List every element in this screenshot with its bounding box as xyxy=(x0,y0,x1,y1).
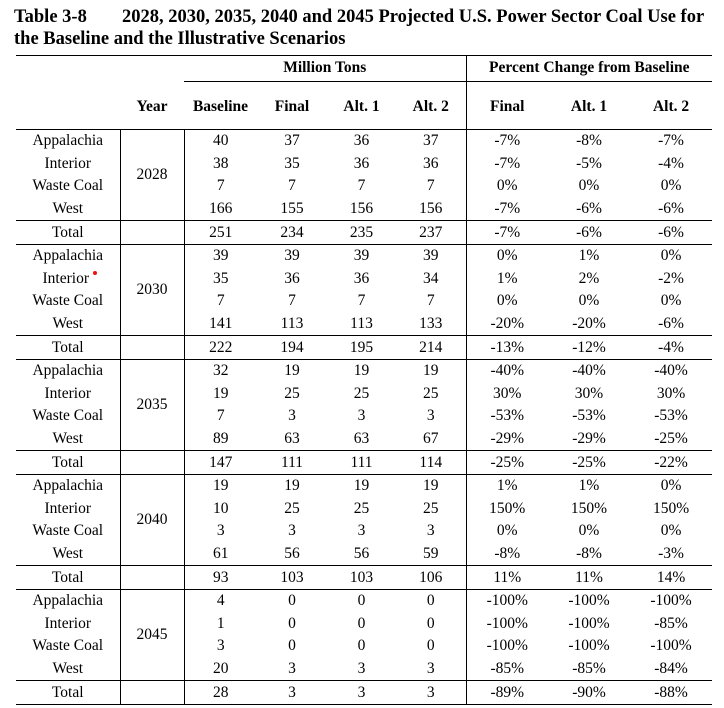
region-cell: West xyxy=(52,200,84,218)
table-title-line-2: the Baseline and the Illustrative Scenarios xyxy=(14,29,346,49)
year-cell: 2040 xyxy=(120,474,184,565)
pct-alt2-cell: -88% xyxy=(630,681,712,705)
baseline-cell: 3 xyxy=(216,637,225,655)
region-cell: Appalachia xyxy=(16,244,120,267)
alt1-cell: 36 xyxy=(353,154,370,172)
pct-final-cell: 0% xyxy=(466,290,548,313)
pct-alt2-cell: 0% xyxy=(630,474,712,497)
pct-alt1-cell: 150% xyxy=(570,499,608,517)
pct-final-cell: 30% xyxy=(466,383,548,406)
table-caption xyxy=(14,6,714,50)
pct-alt1-cell: -90% xyxy=(548,681,630,705)
alt2-cell: 7 xyxy=(426,177,435,195)
pct-alt1-cell: -40% xyxy=(548,359,630,382)
alt1-cell: 3 xyxy=(357,659,366,677)
total-row xyxy=(16,681,712,705)
pct-final-cell: -13% xyxy=(466,336,548,360)
alt2-cell: 3 xyxy=(426,522,435,540)
alt2-cell: 19 xyxy=(396,359,466,382)
alt2-cell: 25 xyxy=(423,384,439,402)
region-cell: Waste Coal xyxy=(32,292,104,310)
region-cell: Total xyxy=(16,681,120,705)
pct-alt2-cell: 14% xyxy=(630,566,712,590)
alt1-cell: 0 xyxy=(357,637,366,655)
final-cell: 111 xyxy=(257,451,327,475)
pct-final-cell: 150% xyxy=(466,498,548,521)
region-cell: Total xyxy=(16,221,120,245)
year-header: Year xyxy=(136,97,168,115)
year-cell: 2028 xyxy=(120,130,184,221)
alt1-cell: 3 xyxy=(357,407,366,425)
alt1-cell: 156 xyxy=(349,200,374,218)
pct-final-cell: -100% xyxy=(466,612,548,635)
baseline-cell: 10 xyxy=(213,499,229,517)
pct-alt2-cell: 0% xyxy=(660,177,682,195)
alt1-cell: 111 xyxy=(327,451,396,475)
pct-alt1-cell: -5% xyxy=(576,154,602,172)
pct-alt2-cell: -22% xyxy=(630,451,712,475)
alt2-cell: 133 xyxy=(419,315,443,333)
caption-line-1 xyxy=(14,6,714,28)
alt2-cell: 7 xyxy=(426,292,435,310)
baseline-cell: 40 xyxy=(184,130,257,153)
final-cell: 103 xyxy=(257,566,327,590)
alt1-cell: 25 xyxy=(353,384,370,402)
pct-alt1-cell: -8% xyxy=(576,544,602,562)
pct-alt2-cell: -4% xyxy=(658,154,684,172)
pct-alt1-cell: -100% xyxy=(568,637,610,655)
pct-final-cell: -7% xyxy=(466,198,548,221)
pct-alt2-cell: 150% xyxy=(652,499,690,517)
pct-final-cell: 0% xyxy=(466,520,548,543)
alt1-cell: 7 xyxy=(357,292,366,310)
baseline-cell: 141 xyxy=(209,315,233,333)
pct-alt2-cell: -6% xyxy=(658,315,684,333)
pct-final-cell: -7% xyxy=(466,153,548,176)
alt1-cell: 0 xyxy=(327,589,396,612)
alt2-cell: 59 xyxy=(423,544,439,562)
final-cell: 7 xyxy=(288,292,296,310)
pct-alt2-cell: 30% xyxy=(656,384,686,402)
alt1-cell: 63 xyxy=(353,430,370,448)
pct-alt1-cell: -25% xyxy=(548,451,630,475)
alt2-cell: 0 xyxy=(426,637,435,655)
baseline-cell: 35 xyxy=(213,269,229,287)
pct-final-cell: 1% xyxy=(466,268,548,291)
pct-final-cell: -25% xyxy=(466,451,548,475)
alt1-cell: 113 xyxy=(350,315,373,333)
pct-alt2-cell: -100% xyxy=(630,589,712,612)
region-cell: Appalachia xyxy=(16,130,120,153)
alt1-cell: 19 xyxy=(327,474,396,497)
alt2-cell: 37 xyxy=(396,130,466,153)
alt2-cell: 214 xyxy=(396,336,466,360)
alt1-cell: 36 xyxy=(327,130,396,153)
pct-alt2-cell: -53% xyxy=(654,407,688,425)
alt2-header: Alt. 2 xyxy=(412,97,449,115)
pct-final-cell: -100% xyxy=(466,635,548,658)
final-cell: 0 xyxy=(288,637,296,655)
million-tons-label: Million Tons xyxy=(184,59,466,82)
final-cell: 56 xyxy=(284,544,300,562)
final-cell: 3 xyxy=(257,681,327,705)
baseline-cell: 222 xyxy=(184,336,257,360)
region-cell: Waste Coal xyxy=(32,407,104,425)
pct-final-cell: -53% xyxy=(466,405,548,428)
final-cell: 234 xyxy=(257,221,327,245)
alt1-cell: 195 xyxy=(327,336,396,360)
alt1-cell: 39 xyxy=(327,244,396,267)
pct-alt1-cell: 1% xyxy=(548,244,630,267)
final-cell: 3 xyxy=(288,659,296,677)
table-number: Table 3-8 xyxy=(14,7,87,27)
pct-alt1-cell: 11% xyxy=(548,566,630,590)
alt2-cell: 0 xyxy=(426,614,435,632)
pct-alt1-cell: 2% xyxy=(578,269,600,287)
pct-final-cell: -7% xyxy=(466,130,548,153)
pct-final-cell: -20% xyxy=(466,313,548,336)
final-cell: 25 xyxy=(284,499,300,517)
alt2-cell: 156 xyxy=(419,200,443,218)
alt1-cell: 0 xyxy=(357,614,366,632)
pct-alt1-cell: -53% xyxy=(572,407,606,425)
pct-alt1-cell: 30% xyxy=(574,384,604,402)
final-cell: 37 xyxy=(257,130,327,153)
region-cell: West xyxy=(52,544,84,562)
pct-alt2-cell: -85% xyxy=(654,614,688,632)
final-cell: 63 xyxy=(284,430,300,448)
region-cell: Interior xyxy=(44,614,91,632)
region-cell: Interior xyxy=(16,268,120,291)
final-header: Final xyxy=(274,97,310,115)
year-cell-total xyxy=(120,221,184,245)
baseline-cell: 28 xyxy=(184,681,257,705)
pct-alt2-cell: -100% xyxy=(650,637,692,655)
alt2-cell: 67 xyxy=(423,430,439,448)
column-header-row xyxy=(16,84,712,130)
final-cell: 0 xyxy=(288,614,296,632)
coal-use-table xyxy=(16,55,712,705)
alt1-cell: 235 xyxy=(327,221,396,245)
pct-alt2-cell: -25% xyxy=(654,430,688,448)
pct-alt1-cell: -29% xyxy=(572,430,606,448)
pct-final-cell: 0% xyxy=(466,175,548,198)
baseline-cell: 20 xyxy=(213,659,229,677)
pct-alt1-cell: -20% xyxy=(572,315,606,333)
year-cell-total xyxy=(120,451,184,475)
region-cell: West xyxy=(52,659,84,677)
percent-change-header xyxy=(466,56,712,85)
alt2-cell: 39 xyxy=(396,244,466,267)
table-body xyxy=(16,130,712,705)
pct-final-cell: 1% xyxy=(466,474,548,497)
baseline-cell: 38 xyxy=(213,154,229,172)
pct-alt2-cell: -3% xyxy=(658,544,684,562)
pct-alt1-cell: 0% xyxy=(578,292,600,310)
region-cell: Interior xyxy=(44,499,91,517)
final-cell: 19 xyxy=(257,359,327,382)
alt2-cell: 3 xyxy=(426,659,435,677)
table-row xyxy=(16,474,712,497)
final-cell: 36 xyxy=(284,269,300,287)
pct-alt2-cell: -40% xyxy=(630,359,712,382)
baseline-cell: 39 xyxy=(184,244,257,267)
baseline-cell: 19 xyxy=(184,474,257,497)
alt2-cell: 0 xyxy=(396,589,466,612)
baseline-cell: 7 xyxy=(216,177,225,195)
final-cell: 19 xyxy=(257,474,327,497)
alt2-cell: 25 xyxy=(423,499,439,517)
total-row xyxy=(16,451,712,475)
region-cell: Appalachia xyxy=(16,359,120,382)
pct-alt2-cell: -6% xyxy=(630,221,712,245)
pct-alt2-cell: -4% xyxy=(630,336,712,360)
alt1-cell: 25 xyxy=(353,499,370,517)
table-row xyxy=(16,359,712,382)
baseline-cell: 89 xyxy=(213,430,229,448)
year-cell-total xyxy=(120,566,184,590)
alt1-cell: 36 xyxy=(353,269,370,287)
alt2-cell: 237 xyxy=(396,221,466,245)
pct-alt1-cell: 0% xyxy=(578,522,600,540)
pct-alt2-cell: 0% xyxy=(660,292,682,310)
table-row xyxy=(16,244,712,267)
pct-final-cell: -100% xyxy=(466,589,548,612)
pct-alt2-cell: 0% xyxy=(630,244,712,267)
year-cell-total xyxy=(120,336,184,360)
pct-alt1-cell: -12% xyxy=(548,336,630,360)
baseline-cell: 61 xyxy=(213,544,229,562)
percent-change-label: Percent Change from Baseline xyxy=(467,59,713,82)
region-cell: Appalachia xyxy=(16,474,120,497)
alt2-cell: 34 xyxy=(423,269,439,287)
pct-alt1-cell: 1% xyxy=(548,474,630,497)
alt2-cell: 114 xyxy=(396,451,466,475)
baseline-cell: 1 xyxy=(216,614,225,632)
pct-alt2-cell: -2% xyxy=(658,269,684,287)
pct-alt2-cell: -6% xyxy=(658,200,684,218)
alt1-cell: 3 xyxy=(327,681,396,705)
region-cell: Interior xyxy=(44,384,91,402)
pct-final-cell: -29% xyxy=(466,428,548,451)
alt1-cell: 56 xyxy=(353,544,370,562)
pct-final-cell: -8% xyxy=(466,543,548,566)
final-cell: 0 xyxy=(257,589,327,612)
alt1-cell: 3 xyxy=(357,522,366,540)
baseline-cell: 19 xyxy=(213,384,229,402)
pct-alt1-cell: -85% xyxy=(572,659,606,677)
region-cell: Waste Coal xyxy=(32,177,104,195)
final-cell: 39 xyxy=(257,244,327,267)
red-dot-marker xyxy=(93,271,97,275)
alt1-cell: 7 xyxy=(357,177,366,195)
pct-final-cell: -40% xyxy=(466,359,548,382)
baseline-header: Baseline xyxy=(192,97,249,115)
region-cell: West xyxy=(52,315,84,333)
table-title-line-1: 2028, 2030, 2035, 2040 and 2045 Projected U.S. Power Sector Coal Use for xyxy=(122,7,705,27)
region-cell: Total xyxy=(16,566,120,590)
year-cell-total xyxy=(120,681,184,705)
region-cell: West xyxy=(52,430,84,448)
baseline-cell: 147 xyxy=(184,451,257,475)
baseline-cell: 7 xyxy=(216,292,225,310)
final-cell: 35 xyxy=(284,154,300,172)
group-header-row xyxy=(16,56,712,85)
final-cell: 25 xyxy=(284,384,300,402)
year-cell: 2035 xyxy=(120,359,184,450)
pct-alt1-cell: 0% xyxy=(578,177,600,195)
pct-alt2-cell: -7% xyxy=(630,130,712,153)
baseline-cell: 93 xyxy=(184,566,257,590)
million-tons-header xyxy=(184,56,466,85)
region-cell: Appalachia xyxy=(16,589,120,612)
total-row xyxy=(16,566,712,590)
pct-final-cell: 0% xyxy=(466,244,548,267)
baseline-cell: 4 xyxy=(184,589,257,612)
alt2-cell: 3 xyxy=(426,407,435,425)
pct-final-cell: -85% xyxy=(466,658,548,681)
baseline-cell: 32 xyxy=(184,359,257,382)
alt1-cell: 19 xyxy=(327,359,396,382)
pct-alt2-cell: -84% xyxy=(654,659,688,677)
total-row xyxy=(16,336,712,360)
region-cell: Total xyxy=(16,336,120,360)
pct-final-header: Final xyxy=(466,84,548,130)
total-row xyxy=(16,221,712,245)
table-row xyxy=(16,589,712,612)
baseline-cell: 7 xyxy=(216,407,225,425)
pct-alt1-cell: -6% xyxy=(548,221,630,245)
alt1-header: Alt. 1 xyxy=(343,97,380,115)
alt1-cell: 103 xyxy=(327,566,396,590)
pct-final-cell: -89% xyxy=(466,681,548,705)
region-cell: Total xyxy=(16,451,120,475)
table-row xyxy=(16,130,712,153)
pct-alt1-cell: -8% xyxy=(548,130,630,153)
pct-alt1-header: Alt. 1 xyxy=(570,97,608,115)
alt2-cell: 106 xyxy=(396,566,466,590)
pct-alt1-cell: -6% xyxy=(576,200,602,218)
baseline-cell: 166 xyxy=(209,200,233,218)
pct-alt2-cell: 0% xyxy=(660,522,682,540)
alt2-cell: 3 xyxy=(396,681,466,705)
final-cell: 3 xyxy=(288,522,296,540)
final-cell: 155 xyxy=(280,200,304,218)
final-cell: 194 xyxy=(257,336,327,360)
final-cell: 113 xyxy=(280,315,304,333)
baseline-cell: 3 xyxy=(216,522,225,540)
pct-alt2-header: Alt. 2 xyxy=(652,97,690,115)
alt2-cell: 36 xyxy=(423,154,439,172)
year-cell: 2030 xyxy=(120,244,184,335)
region-cell: Waste Coal xyxy=(32,637,104,655)
baseline-cell: 251 xyxy=(184,221,257,245)
alt2-cell: 19 xyxy=(396,474,466,497)
year-cell: 2045 xyxy=(120,589,184,680)
final-cell: 3 xyxy=(288,407,296,425)
final-cell: 7 xyxy=(288,177,296,195)
region-cell: Interior xyxy=(44,154,91,172)
pct-final-cell: -7% xyxy=(466,221,548,245)
pct-alt1-cell: -100% xyxy=(568,614,610,632)
pct-final-cell: 11% xyxy=(466,566,548,590)
pct-alt1-cell: -100% xyxy=(548,589,630,612)
region-cell: Waste Coal xyxy=(32,522,104,540)
